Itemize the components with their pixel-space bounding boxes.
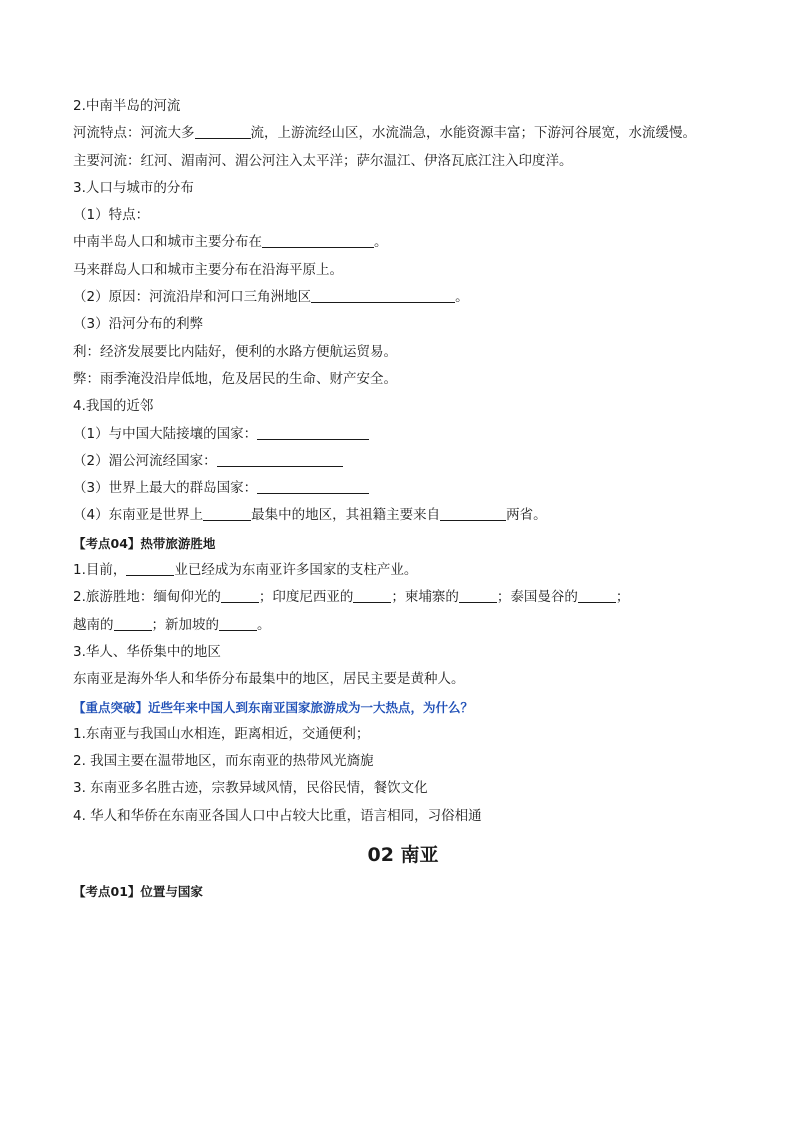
main-rivers-line: 主要河流：红河、湄南河、湄公河注入太平洋；萨尔温江、伊洛瓦底江注入印度洋。 [73, 152, 573, 169]
fill-blank[interactable] [257, 425, 369, 440]
con-line: 弊：雨季淹没沿岸低地，危及居民的生命、财产安全。 [73, 370, 397, 387]
kp04-title: 【考点04】热带旅游胜地 [73, 535, 216, 551]
overseas-chinese-heading: 3.华人、华侨集中的地区 [73, 643, 221, 660]
fill-blank[interactable] [262, 233, 374, 248]
tourism-industry-line: 1.目前， 业已经成为东南亚许多国家的支柱产业。 [73, 562, 418, 579]
fill-blank[interactable] [219, 616, 257, 631]
section-title: 02 南亚 [367, 844, 439, 867]
pro-line: 利：经济发展要比内陆好，便利的水路方便航运贸易。 [73, 343, 397, 360]
focus-item: 2. 我国主要在温带地区，而东南亚的热带风光旖旎 [73, 753, 374, 770]
fill-blank[interactable] [126, 561, 174, 576]
fill-blank[interactable] [257, 479, 369, 494]
archipelago-distribution-line: 马来群岛人口和城市主要分布在沿海平原上。 [73, 261, 343, 278]
tourist-sites-line-2: 越南的 ；新加坡的 。 [73, 616, 271, 633]
fill-blank[interactable] [195, 124, 251, 139]
population-heading: 3.人口与城市的分布 [73, 179, 194, 196]
pros-cons-subheading: （3）沿河分布的利弊 [73, 316, 204, 333]
fill-blank[interactable] [311, 288, 455, 303]
kp01-title: 【考点01】位置与国家 [73, 884, 203, 900]
neighbors-q2: （2）湄公河流经国家： [73, 448, 733, 475]
fill-blank[interactable] [440, 506, 506, 521]
neighbors-q1: （1）与中国大陆接壤的国家： [73, 421, 733, 448]
river-feature-line: 河流特点：河流大多 流，上游流经山区，水流湍急，水能资源丰富；下游河谷展宽，水流缓慢。 [73, 125, 696, 142]
feature-subheading: （1）特点： [73, 207, 150, 224]
peninsula-distribution-line: 中南半岛人口和城市主要分布在 。 [73, 234, 388, 251]
reason-line: （2）原因：河流沿岸和河口三角洲地区 。 [73, 289, 469, 306]
fill-blank[interactable] [353, 588, 391, 603]
fill-blank[interactable] [578, 588, 616, 603]
focus-item: 1.东南亚与我国山水相连，距离相近，交通便利； [73, 725, 370, 742]
river-heading: 2.中南半岛的河流 [73, 98, 181, 114]
fill-blank[interactable] [203, 506, 251, 521]
focus-item: 3. 东南亚多名胜古迹，宗教异域风情，民俗民情，餐饮文化 [73, 780, 428, 797]
tourist-sites-line: 2.旅游胜地：缅甸仰光的 ；印度尼西亚的 ；柬埔寨的 ；泰国曼谷的 ； [73, 589, 630, 606]
fill-blank[interactable] [114, 616, 152, 631]
neighbors-heading: 4.我国的近邻 [73, 398, 154, 415]
focus-item: 4. 华人和华侨在东南亚各国人口中占较大比重，语言相同，习俗相通 [73, 807, 482, 824]
document-content [73, 93, 733, 905]
focus-title: 【重点突破】近些年来中国人到东南亚国家旅游成为一大热点，为什么？ [73, 699, 474, 715]
overseas-chinese-line: 东南亚是海外华人和华侨分布最集中的地区，居民主要是黄种人。 [73, 671, 465, 688]
neighbors-q3: （3）世界上最大的群岛国家： [73, 475, 733, 502]
fill-blank[interactable] [221, 588, 259, 603]
neighbors-q4: （4）东南亚是世界上 最集中的地区，其祖籍主要来自 两省。 [73, 507, 547, 524]
fill-blank[interactable] [217, 452, 343, 467]
fill-blank[interactable] [459, 588, 497, 603]
